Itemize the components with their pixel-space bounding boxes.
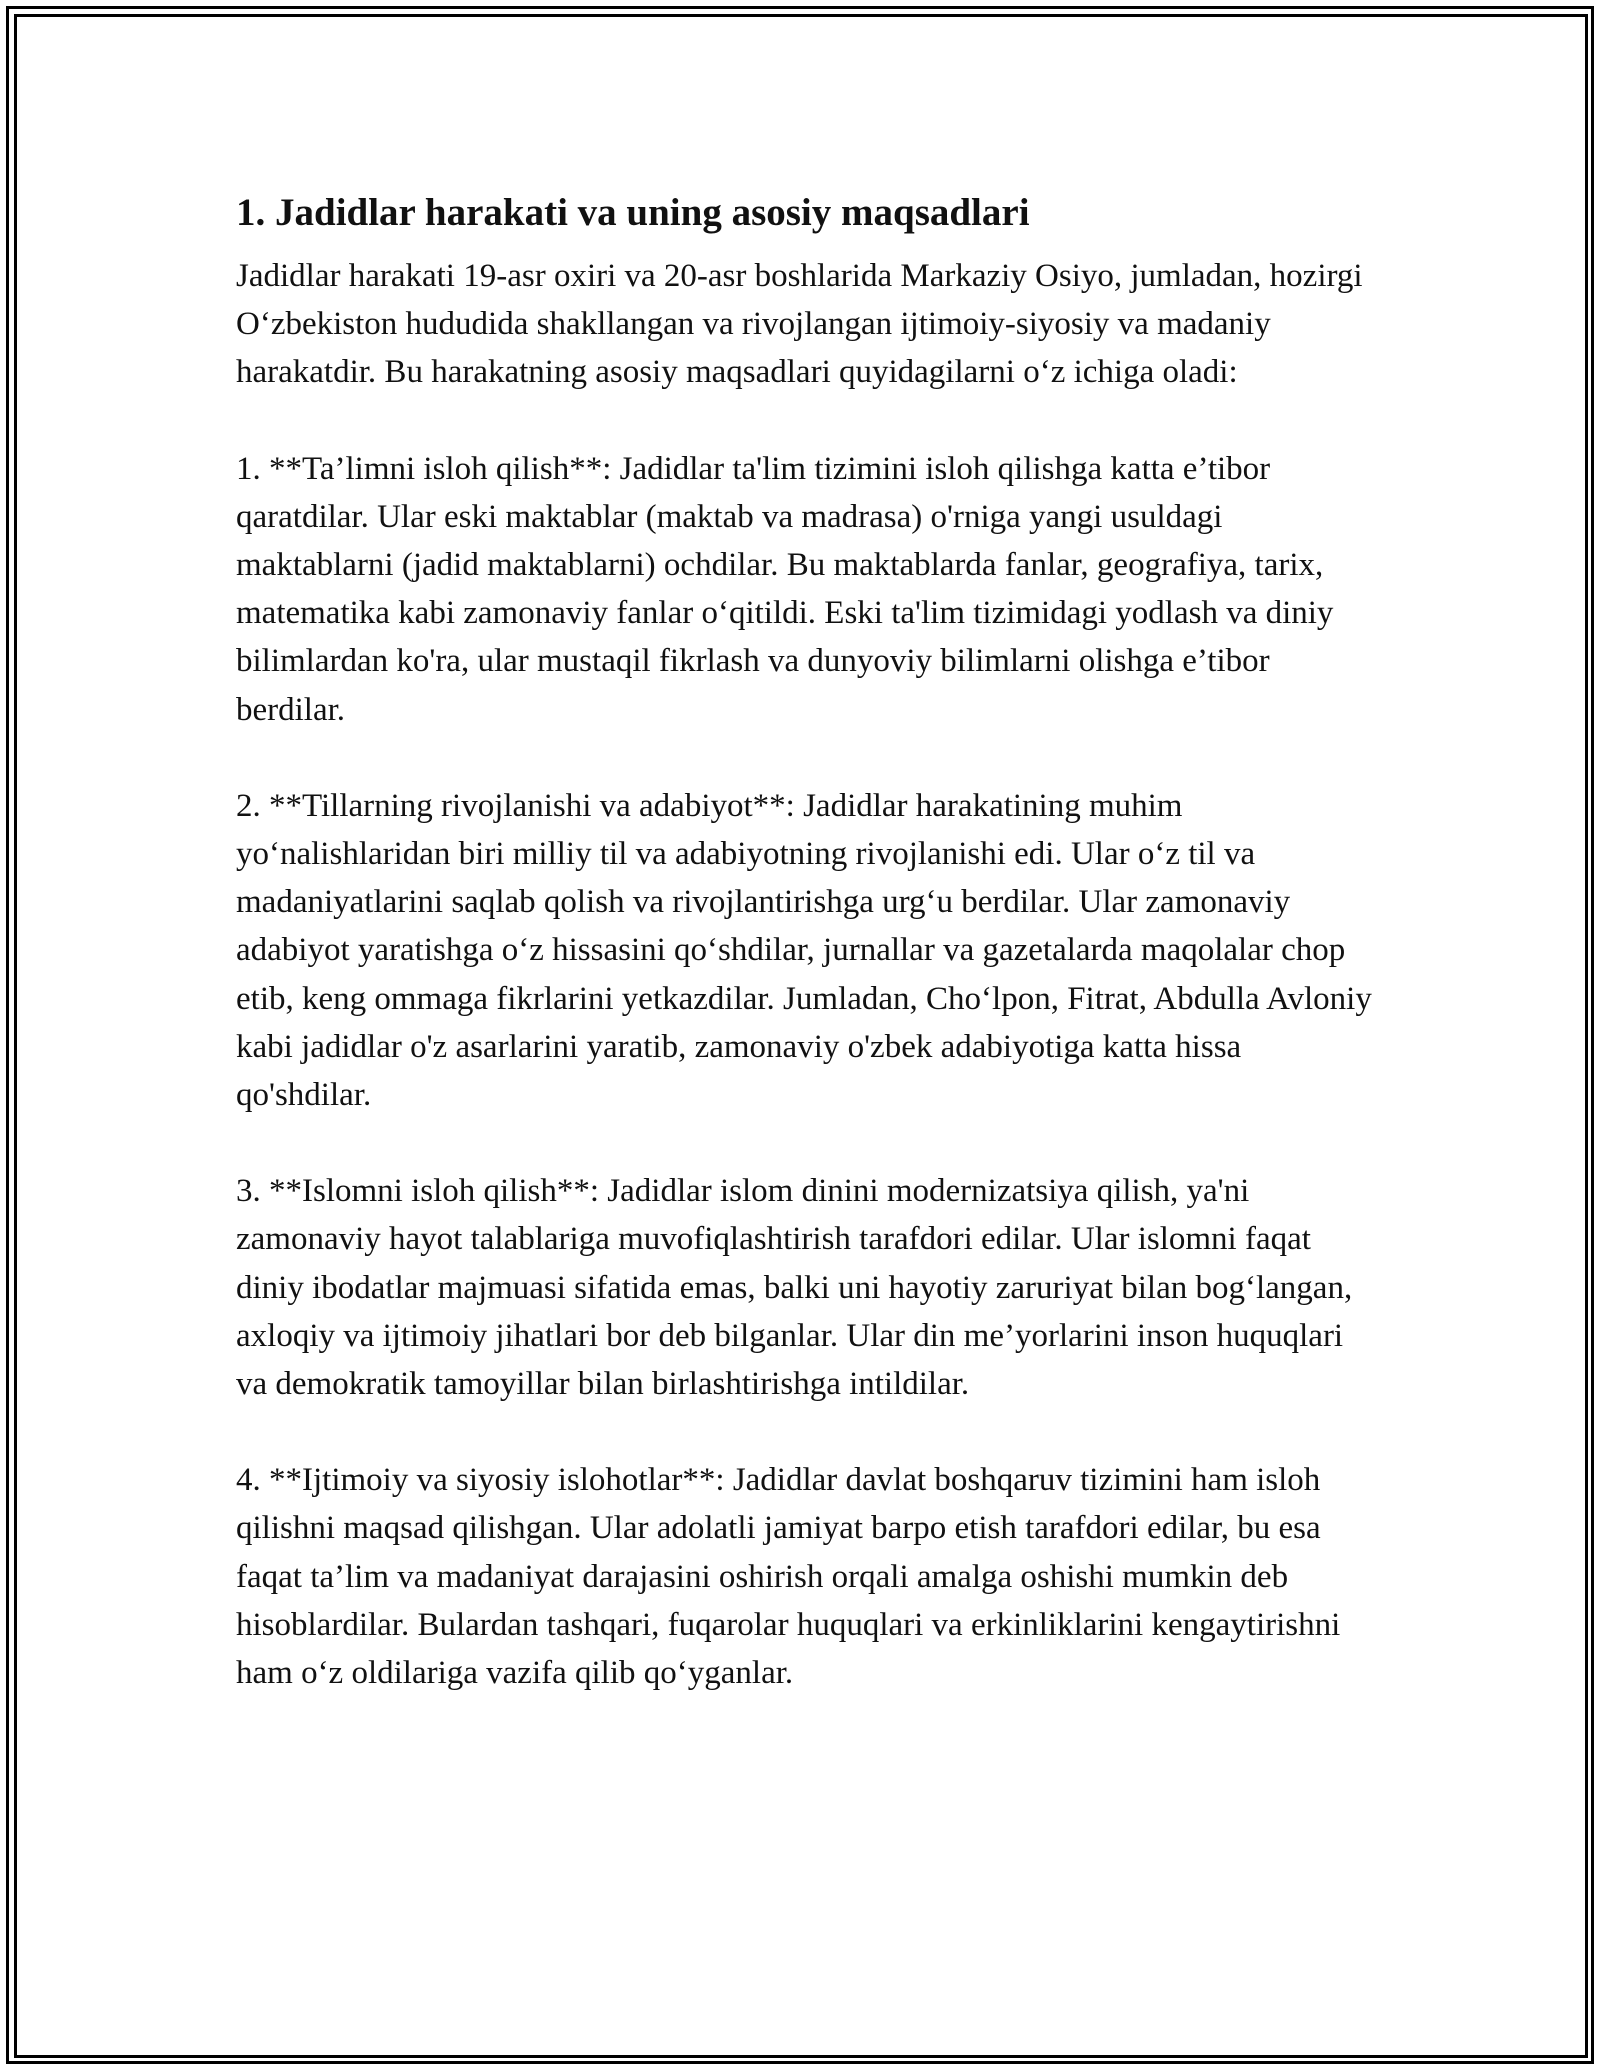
intro-paragraph: Jadidlar harakati 19-asr oxiri va 20-asr boshlarida Markaziy Osiyo, jumladan, hozirgi O‘zbekiston hududida shakllangan va rivojlangan ijtimoiy-siyosiy va madaniy harakatdir. Bu harakatning asosiy maqsadlari quyidagilarni o‘z ichiga oladi: [236, 258, 1363, 391]
list-item-social-political-reforms: 4. **Ijtimoiy va siyosiy islohotlar**: Jadidlar davlat boshqaruv tizimini ham isloh qilishni maqsad qilishgan. Ular adolatli jamiyat barpo etish tarafdori edilar, bu esa faqat ta’lim va madaniyat darajasini oshirish orqali amalga oshishi mumkin deb hisoblardilar. Bulardan tashqari, fuqarolar huquqlari va erkinliklarini kengaytirishni ham o‘z oldilariga vazifa qilib qo‘yganlar. [236, 1462, 1341, 1692]
list-item-education-reform: 1. **Ta’limni isloh qilish**: Jadidlar ta'lim tizimini isloh qilishga katta e’tibor qaratdilar. Ular eski maktablar (maktab va madrasa) o'rniga yangi usuldagi maktablarni (jadid maktablarni) ochdilar. Bu maktablarda fanlar, geografiya, tarix, matematika kabi zamonaviy fanlar o‘qitildi. Eski ta'lim tizimidagi yodlash va diniy bilimlardan ko'ra, ular mustaqil fikrlash va dunyoviy bilimlarni olishga e’tibor berdilar. [236, 450, 1334, 728]
document-body [236, 186, 1376, 1697]
list-item-language-literature: 2. **Tillarning rivojlanishi va adabiyot**: Jadidlar harakatining muhim yo‘nalishlaridan biri milliy til va adabiyotning rivojlanishi edi. Ular o‘z til va madaniyatlarini saqlab qolish va rivojlantirishga urg‘u berdilar. Ular zamonaviy adabiyot yaratishga o‘z hissasini qo‘shdilar, jurnallar va gazetalarda maqolalar chop etib, keng ommaga fikrlarini yetkazdilar. Jumladan, Cho‘lpon, Fitrat, Abdulla Avloniy kabi jadidlar o'z asarlarini yaratib, zamonaviy o'zbek adabiyotiga katta hissa qo'shdilar. [236, 787, 1372, 1114]
document-title: 1. Jadidlar harakati va uning asosiy maqsadlari [236, 191, 1030, 234]
list-item-islam-reform: 3. **Islomni isloh qilish**: Jadidlar islom dinini modernizatsiya qilish, ya'ni zamonaviy hayot talablariga muvofiqlashtirish tarafdori edilar. Ular islomni faqat diniy ibodatlar majmuasi sifatida emas, balki uni hayotiy zaruriyat bilan bog‘langan, axloqiy va ijtimoiy jihatlari bor deb bilganlar. Ular din me’yorlarini inson huquqlari va demokratik tamoyillar bilan birlashtirishga intildilar. [236, 1173, 1353, 1403]
